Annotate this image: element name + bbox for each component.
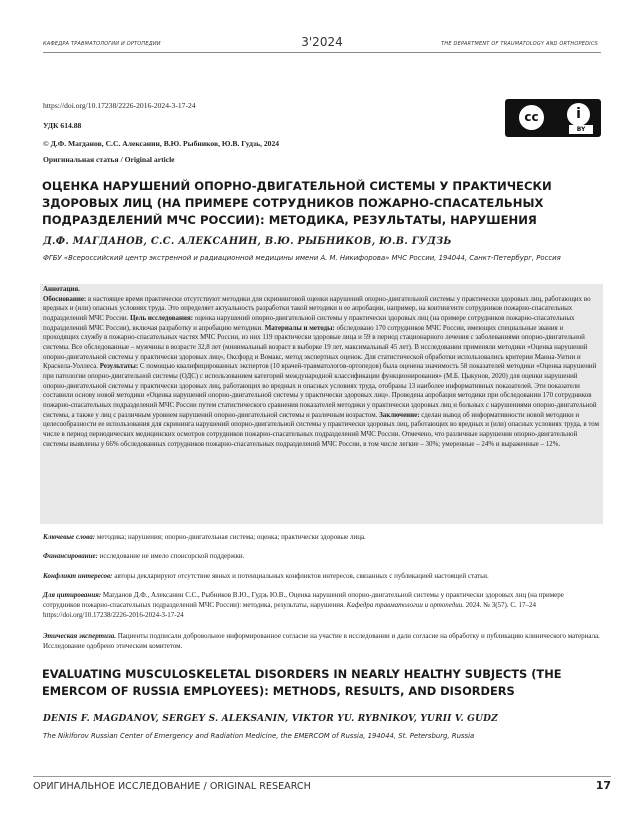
conflict-of-interest [43, 571, 600, 581]
citation [43, 590, 600, 620]
doi-link[interactable]: https://doi.org/10.17238/2226-2016-2024-3-17-24 [43, 101, 196, 110]
background-label: Обоснование: [43, 294, 87, 303]
methods-text: обследовано 170 сотрудников МЧС России, имеющих специальные звания и проходящих службу в пожарно-спасательных частях МЧС России, из них 119 практически здоровые лица и 59 в период стационарного лечения с заболеваниями опорно-двигательной системы. Все обследованные – мужчины в возрасте 32,8 лет (минимальный возраст в выборке 19 лет, максимальный 45 лет). В исследовании применяли методики «Оценка нарушений опорно-двигательной системы у практически здоровых лиц», Оксфорд и Вомакс, метод экспертных оценок. Для статистической обработки использовались критерии Манна-Уитни и Краскела-Уоллеса. [43, 323, 588, 371]
running-header-right: THE DEPARTMENT OF TRAUMATOLOGY AND ORTHOPEDICS [441, 41, 598, 47]
citation-label: Для цитирования: [43, 591, 102, 599]
copyright-line: © Д.Ф. Магданов, С.С. Алексанин, В.Ю. Рыбников, Ю.В. Гудзь, 2024 [43, 139, 280, 148]
ethics-text: Пациенты подписали добровольное информированное согласие на участие в исследовании и дали согласие на обработку и публикацию клинического материала. Исследование одобрено этическим комитетом. [43, 632, 600, 650]
page-number: 17 [595, 779, 611, 792]
conclusion-label: Заключение: [379, 410, 420, 419]
header-divider [43, 52, 601, 53]
abstract-heading: Аннотация. [43, 285, 80, 293]
aim-text: оценка нарушений опорно-двигательной системы у практически здоровых лиц (на примере сотрудников пожарно-спасательных подразделений МЧС России), включая разработку и апробацию методики. [43, 313, 575, 332]
citation-text: Магданов Д.Ф., Алексанин С.С., Рыбников В.Ю., Гудзь Ю.В., Оценка нарушений опорно-двигательной системы у практически здоровых лиц (на примере сотрудников пожарно-спасательных подразделений МЧС России): методика, результаты, нарушения. [43, 591, 564, 609]
aim-label: Цель исследования: [130, 313, 194, 322]
results-label: Результаты: [99, 362, 139, 371]
authors-en: DENIS F. MAGDANOV, SERGEY S. ALEKSANIN, VIKTOR YU. RYBNIKOV, YURII V. GUDZ [43, 714, 498, 724]
udk-code: УДК 614.88 [43, 121, 82, 130]
cc-by-license-badge[interactable] [505, 99, 601, 137]
conflict-text: авторы декларируют отсутствие явных и потенциальных конфликтов интересов, связанных с публикацией настоящей статьи. [112, 572, 489, 580]
keywords-label: Ключевые слова: [43, 533, 96, 541]
funding-label: Финансирование: [43, 552, 98, 560]
abstract [43, 285, 600, 449]
creative-commons-icon: cc [517, 103, 546, 132]
article-type: Оригинальная статья / Original article [43, 155, 175, 164]
affiliation-ru: ФГБУ «Всероссийский центр экстренной и радиационной медицины имени А. М. Никифорова» МЧС России, 194044, Санкт-Петербург, Россия [43, 254, 561, 262]
citation-journal: Кафедра травматологии и ортопедии. [346, 601, 465, 609]
footer-section-label: ОРИГИНАЛЬНОЕ ИССЛЕДОВАНИЕ / ORIGINAL RESEARCH [33, 781, 311, 792]
affiliation-en: The Nikiforov Russian Center of Emergency and Radiation Medicine, the EMERCOM of Russia, 194044, St. Petersburg, Russia [43, 732, 475, 740]
footer-divider [33, 776, 611, 777]
background-text: в настоящее время практически отсутствуют методики для скрининговой оценки нарушений опорно-двигательной системы у практически здоровых лиц, работающих во вредных и (или) опасных условиях труда. Это определяет актуальность разработки такой методики и ее апробации, например, на контингенте сотрудников пожарно-спасательных подразделений МЧС России. [43, 294, 591, 322]
article-title-en: EVALUATING MUSCULOSKELETAL DISORDERS IN NEARLY HEALTHY SUBJECTS (THE EMERCOM OF RUSSIA EMPLOYEES): METHODS, RESULTS, AND DISORDERS [42, 667, 562, 698]
conflict-label: Конфликт интересов: [43, 572, 113, 580]
by-label: BY [569, 125, 593, 134]
conclusion-text: сделан вывод об информативности новой методики и целесообразности ее использования для скрининга нарушений опорно-двигательной системы у практически здоровых лиц, работающих во вредных и (или) опасных условиях труда, в том числе в период периодических медицинских осмотров сотрудников пожарно-спасательных подразделений МЧС России. Отмечено, что различные нарушения опорно-двигательной системы выявлены у 66% обследованных сотрудников пожарно-спасательных подразделений МЧС России, в том числе легкие – 30%; умеренные – 24% и выраженные – 12%. [43, 410, 599, 448]
running-header-left: КАФЕДРА ТРАВМАТОЛОГИИ И ОРТОПЕДИИ [43, 41, 161, 47]
article-title-ru: ОЦЕНКА НАРУШЕНИЙ ОПОРНО-ДВИГАТЕЛЬНОЙ СИСТЕМЫ У ПРАКТИЧЕСКИ ЗДОРОВЫХ ЛИЦ (НА ПРИМЕРЕ СОТРУДНИКОВ ПОЖАРНО-СПАСАТЕЛЬНЫХ ПОДРАЗДЕЛЕНИЙ МЧС РОССИИ): МЕТОДИКА, РЕЗУЛЬТАТЫ, НАРУШЕНИЯ [42, 179, 552, 227]
citation-rest: 2024. № 3(57). С. 17–24 https://doi.org/10.17238/2226-2016-2024-3-17-24 [43, 601, 537, 619]
authors-ru: Д.Ф. МАГДАНОВ, С.С. АЛЕКСАНИН, В.Ю. РЫБНИКОВ, Ю.В. ГУДЗЬ [43, 236, 452, 247]
ethics-label: Этическая экспертиза. [43, 632, 116, 640]
abstract-body [43, 295, 600, 450]
keywords-text: методика; нарушения; опорно-двигательная система; оценка; практически здоровые лица. [95, 533, 366, 541]
attribution-icon: i [565, 101, 592, 128]
issue-number: 3'2024 [301, 35, 343, 49]
results-text: С помощью квалифицированных экспертов (10 врачей-травматологов-ортопедов) была оценена значимость 58 показателей методики «Оценка нарушений при патологии опорно-двигательной системы (ОДС) с использованием категорий международной классификации функционирования» (М.Б. Цыкунов, 2020) для оценки нарушений опорно-двигательной системы у практически здоровых лиц, работающих во вредных и опасных условиях труда, отобраны 13 наиболее информативных показателей. Эти показатели составили основу новой методики «Оценка нарушений опорно-двигательной системы у практически здоровых лиц». Проведена апробация методики при обследовании 170 сотрудников пожарно-спасательных подразделений МЧС России путем статистического сравнения показателей методики у практически здоровых лиц и больных с нарушениями опорно-двигательной системы, а также у лиц с различным уровнем нарушений опорно-двигательной системы и различным возрастом. [43, 362, 597, 419]
keywords [43, 532, 600, 542]
ethics [43, 631, 600, 651]
funding-text: исследование не имело спонсорской поддержки. [97, 552, 245, 560]
funding [43, 551, 600, 561]
methods-label: Материалы и методы: [264, 323, 335, 332]
